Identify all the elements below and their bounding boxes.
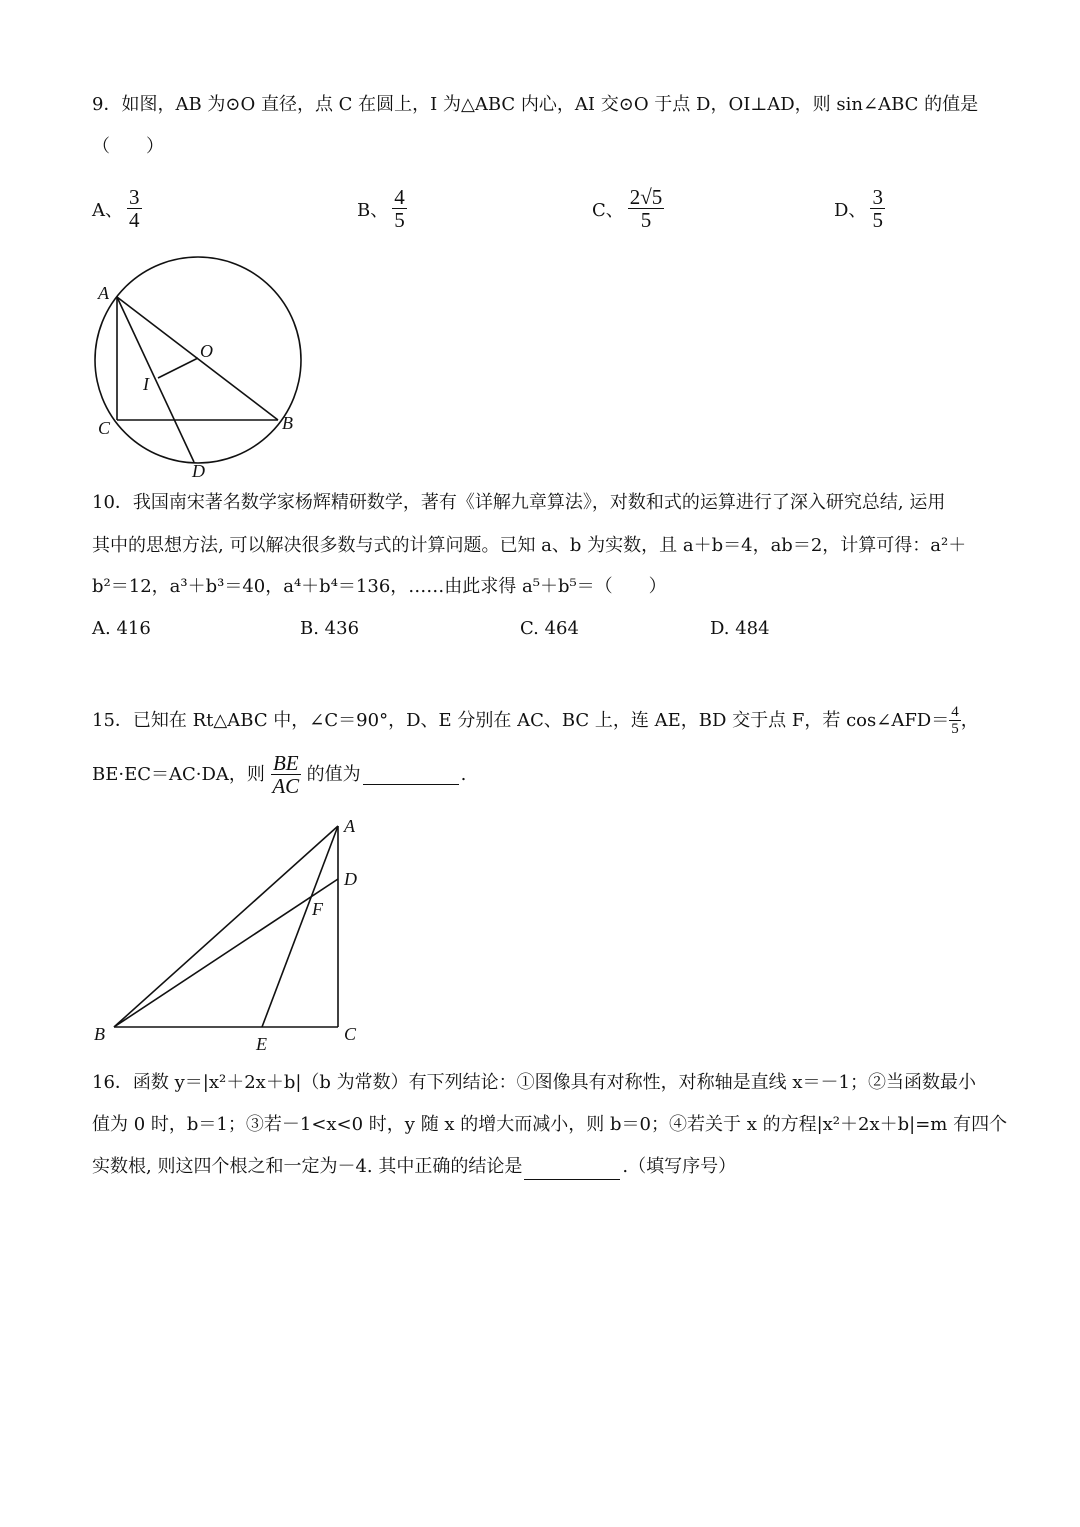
- q9-label-a: A: [98, 283, 109, 303]
- q16-line-2: 值为 0 时，b＝1；③若－1<x<0 时，y 随 x 的增大而减小，则 b＝0；④若关于 x 的方程|x²＋2x＋b|=m 有四个: [92, 1114, 1008, 1135]
- q15-segment-bd: [114, 879, 338, 1027]
- q9-label-i: I: [143, 374, 149, 394]
- q10-line-2: 其中的思想方法, 可以解决很多数与式的计算问题。已知 a、b 为实数，且 a＋b＝4，ab＝2，计算可得：a²＋: [92, 535, 967, 556]
- q15-segment-ea: [262, 826, 338, 1027]
- q15-label-f: F: [312, 899, 323, 919]
- q16-line-3: 实数根, 则这四个根之和一定为－4. 其中正确的结论是 .（填写序号）: [92, 1154, 736, 1180]
- q10-option-a: A. 416: [92, 618, 151, 639]
- q15-ratio-fraction: $\frac{BE}{AC}$: [272, 751, 300, 798]
- q15-answer-blank[interactable]: [363, 764, 459, 785]
- q9-label-c: C: [98, 418, 111, 438]
- q15-line-1: 15．已知在 Rt△ABC 中，∠C＝90°，D、E 分别在 AC、BC 上，连 AE，BD 交于点 F，若 cos∠AFD＝ $\frac{4}{5}$ ，: [92, 704, 979, 737]
- q9-line-2: （ ）: [92, 136, 164, 157]
- q15-figure: [86, 812, 376, 1057]
- q9-figure: [86, 250, 316, 485]
- q15-cos-fraction: $\frac{4}{5}$: [951, 704, 959, 737]
- q10-line-3: b²＝12，a³＋b³＝40，a⁴＋b⁴＝136，……由此求得 a⁵＋b⁵＝（ ）: [92, 576, 667, 597]
- q16-line-1: 16．函数 y＝|x²＋2x＋b|（b 为常数）有下列结论：①图像具有对称性，对称轴是直线 x＝－1；②当函数最小: [92, 1072, 976, 1093]
- q15-line-2: BE·EC＝AC·DA，则 $\frac{BE}{AC}$ 的值为 .: [92, 751, 467, 798]
- q9-option-c: C、 $\frac{2√5}{5}$: [592, 185, 663, 232]
- q10-option-d: D. 484: [710, 618, 770, 639]
- q9-segment-oi: [158, 358, 198, 378]
- q10-line-1: 10．我国南宋著名数学家杨辉精研数学，著有《详解九章算法》，对数和式的运算进行了深入研究总结, 运用: [92, 492, 946, 513]
- q10-option-c: C. 464: [520, 618, 579, 639]
- q9-label-o: O: [200, 341, 213, 361]
- q9-option-d: D、 $\frac{3}{5}$: [834, 185, 883, 232]
- q15-label-a: A: [344, 816, 355, 836]
- q15-segment-ba: [114, 826, 338, 1027]
- q15-label-d: D: [344, 869, 357, 889]
- q9-option-a: A、 $\frac{3}{4}$: [92, 185, 140, 232]
- q15-label-e: E: [256, 1034, 267, 1054]
- q16-answer-blank[interactable]: [524, 1159, 620, 1180]
- q10-option-b: B. 436: [300, 618, 360, 639]
- q9-label-d: D: [192, 461, 205, 481]
- q9-circle: [95, 257, 301, 463]
- q9-segment-ad: [117, 297, 194, 462]
- q15-label-c: C: [344, 1024, 357, 1044]
- q9-label-b: B: [282, 413, 293, 433]
- q9-line-1: 9．如图，AB 为⊙O 直径，点 C 在圆上，I 为△ABC 内心，AI 交⊙O 于点 D，OI⊥AD，则 sin∠ABC 的值是: [92, 94, 979, 115]
- q9-option-b: B、 $\frac{4}{5}$: [357, 185, 405, 232]
- q15-label-b: B: [94, 1024, 105, 1044]
